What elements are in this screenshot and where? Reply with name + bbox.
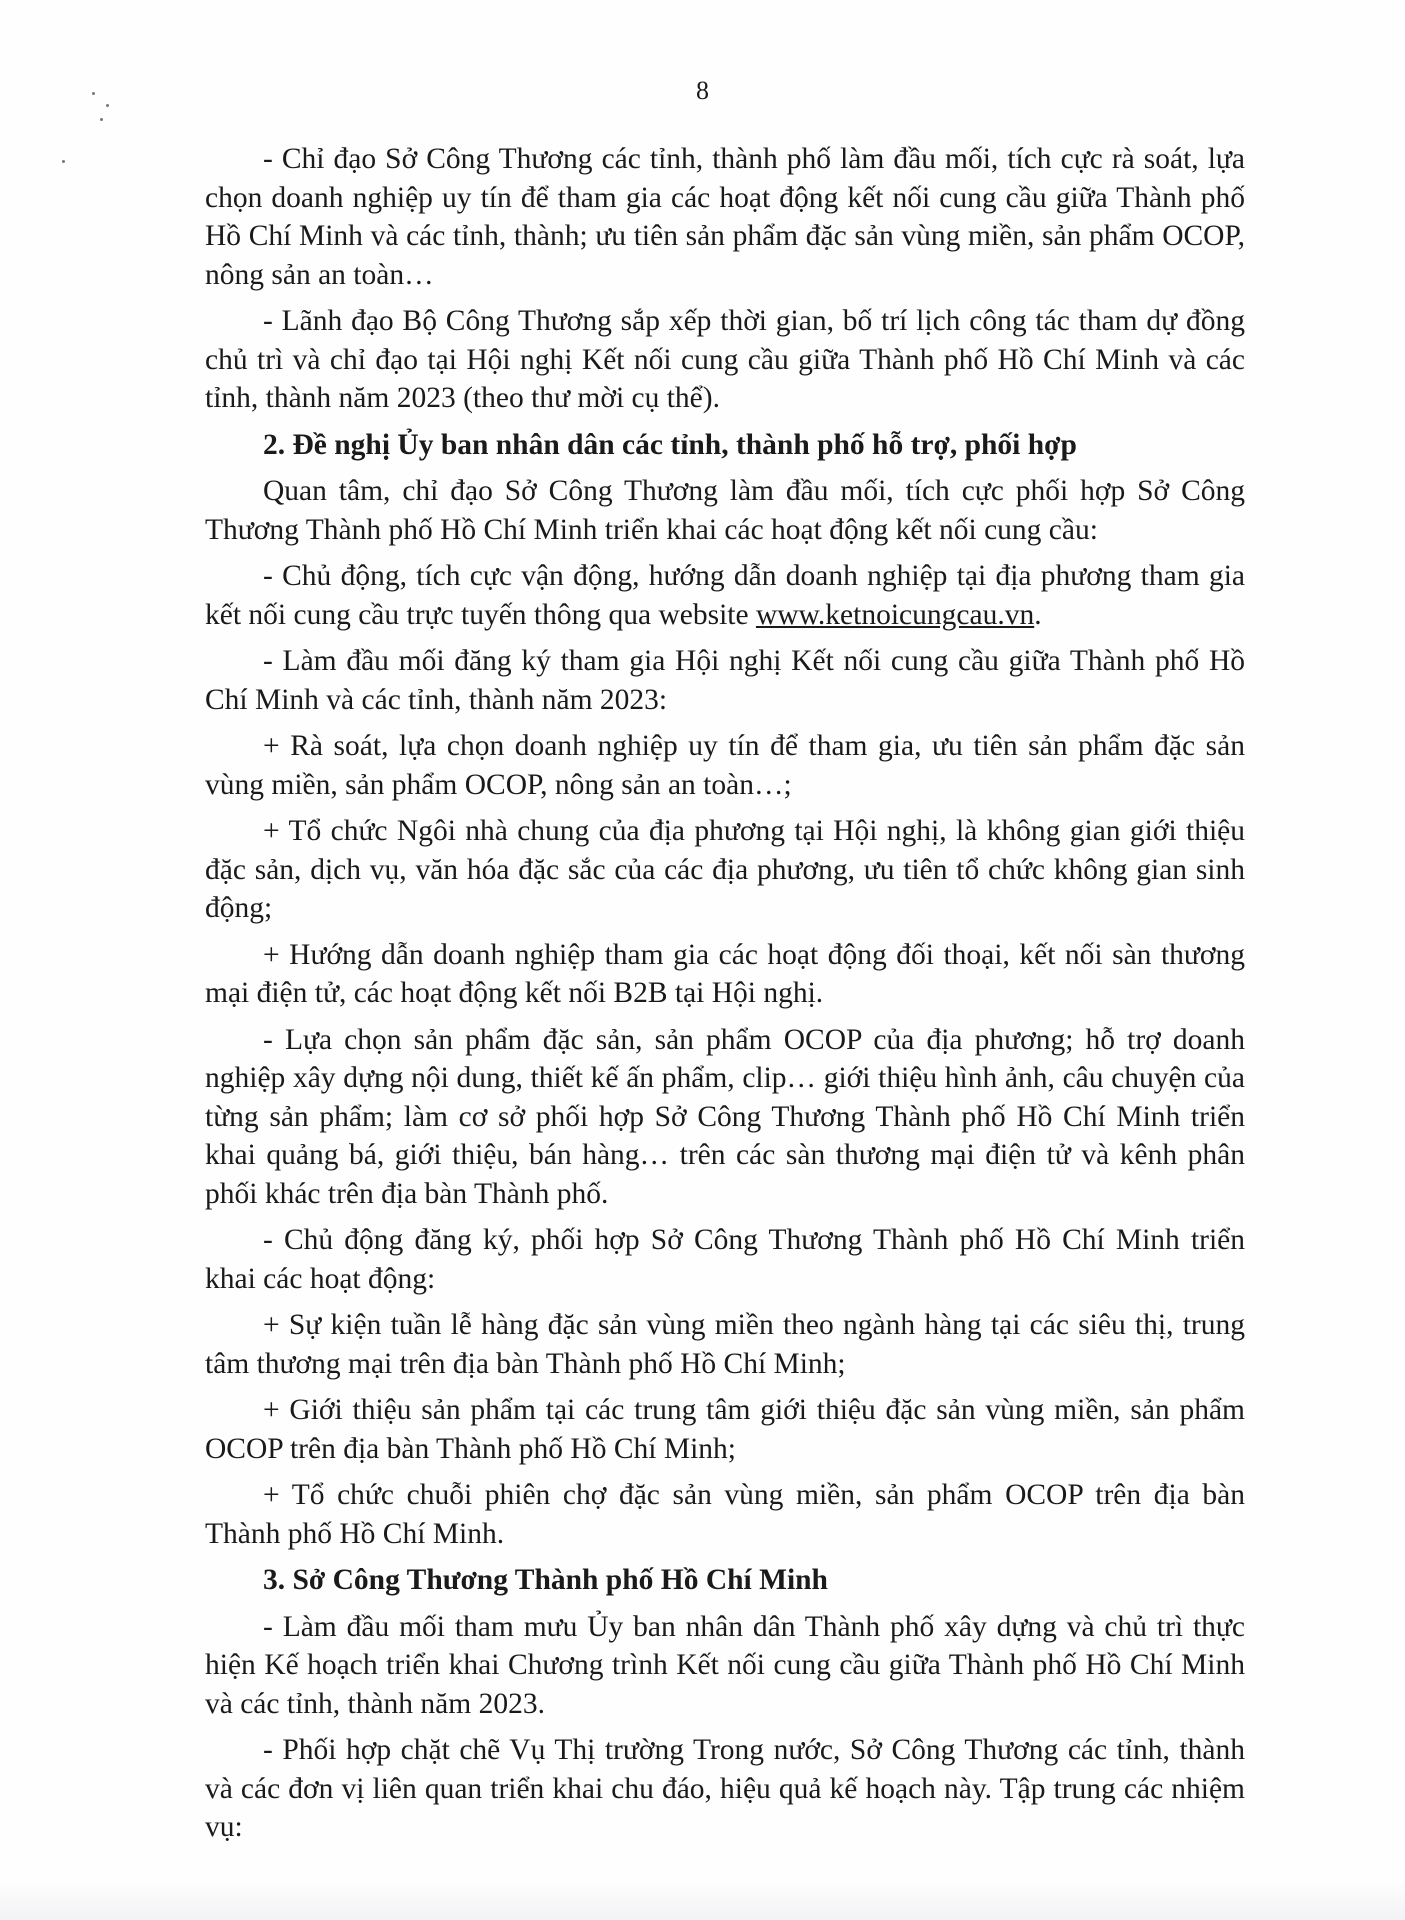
body-paragraph: + Sự kiện tuần lễ hàng đặc sản vùng miền theo ngành hàng tại các siêu thị, trung tâm thương mại trên địa bàn Thành phố Hồ Chí Minh; <box>205 1309 1245 1380</box>
website-link[interactable]: www.ketnoicungcau.vn <box>755 598 1035 631</box>
scan-edge <box>0 1880 1405 1920</box>
body-paragraph: - Phối hợp chặt chẽ Vụ Thị trường Trong nước, Sở Công Thương các tỉnh, thành và các đơn vị liên quan triển khai chu đáo, hiệu quả kế hoạch này. Tập trung các nhiệm vụ: <box>205 1734 1245 1843</box>
document-body <box>205 140 1245 1855</box>
body-paragraph: + Tổ chức chuỗi phiên chợ đặc sản vùng miền, sản phẩm OCOP trên địa bàn Thành phố Hồ Chí Minh. <box>205 1479 1245 1550</box>
body-paragraph: - Làm đầu mối tham mưu Ủy ban nhân dân Thành phố xây dựng và chủ trì thực hiện Kế hoạch triển khai Chương trình Kết nối cung cầu giữa Thành phố Hồ Chí Minh và các tỉnh, thành năm 2023. <box>205 1610 1245 1720</box>
body-paragraph: + Giới thiệu sản phẩm tại các trung tâm giới thiệu đặc sản vùng miền, sản phẩm OCOP trên địa bàn Thành phố Hồ Chí Minh; <box>205 1394 1245 1465</box>
body-paragraph: - Chỉ đạo Sở Công Thương các tỉnh, thành phố làm đầu mối, tích cực rà soát, lựa chọn doanh nghiệp uy tín để tham gia các hoạt động kết nối cung cầu giữa Thành phố Hồ Chí Minh và các tỉnh, thành; ưu tiên sản phẩm đặc sản vùng miền, sản phẩm OCOP, nông sản an toàn… <box>205 143 1245 291</box>
scan-speck <box>62 160 65 163</box>
scan-speck <box>100 118 103 121</box>
page-number: 8 <box>696 76 709 105</box>
body-paragraph: + Rà soát, lựa chọn doanh nghiệp uy tín để tham gia, ưu tiên sản phẩm đặc sản vùng miền, sản phẩm OCOP, nông sản an toàn…; <box>205 730 1245 801</box>
body-paragraph <box>205 557 1245 634</box>
body-paragraph: - Lãnh đạo Bộ Công Thương sắp xếp thời gian, bố trí lịch công tác tham dự đồng chủ trì và chỉ đạo tại Hội nghị Kết nối cung cầu giữa Thành phố Hồ Chí Minh và các tỉnh, thành năm 2023 (theo thư mời cụ thể). <box>205 305 1245 414</box>
body-paragraph: - Làm đầu mối đăng ký tham gia Hội nghị Kết nối cung cầu giữa Thành phố Hồ Chí Minh và các tỉnh, thành năm 2023: <box>205 645 1245 716</box>
section-heading: 3. Sở Công Thương Thành phố Hồ Chí Minh <box>263 1564 828 1596</box>
paragraph-text: - Chủ động, tích cực vận động, hướng dẫn doanh nghiệp tại địa phương tham gia kết nối cung cầu trực tuyến thông qua website <box>205 560 1245 631</box>
body-paragraph: + Hướng dẫn doanh nghiệp tham gia các hoạt động đối thoại, kết nối sàn thương mại điện tử, các hoạt động kết nối B2B tại Hội nghị. <box>205 938 1245 1009</box>
section-heading: 2. Đề nghị Ủy ban nhân dân các tỉnh, thành phố hỗ trợ, phối hợp <box>263 428 1077 461</box>
body-paragraph: Quan tâm, chỉ đạo Sở Công Thương làm đầu mối, tích cực phối hợp Sở Công Thương Thành phố Hồ Chí Minh triển khai các hoạt động kết nối cung cầu: <box>205 475 1245 546</box>
paragraph-text: . <box>1034 598 1042 631</box>
body-paragraph: - Chủ động đăng ký, phối hợp Sở Công Thương Thành phố Hồ Chí Minh triển khai các hoạt động: <box>205 1224 1245 1295</box>
body-paragraph: + Tổ chức Ngôi nhà chung của địa phương tại Hội nghị, là không gian giới thiệu đặc sản, dịch vụ, văn hóa đặc sắc của các địa phương, ưu tiên tổ chức không gian sinh động; <box>205 815 1245 924</box>
body-paragraph: - Lựa chọn sản phẩm đặc sản, sản phẩm OCOP của địa phương; hỗ trợ doanh nghiệp xây dựng nội dung, thiết kế ấn phẩm, clip… giới thiệu hình ảnh, câu chuyện của từng sản phẩm; làm cơ sở phối hợp Sở Công Thương Thành phố Hồ Chí Minh triển khai quảng bá, giới thiệu, bán hàng… trên các sàn thương mại điện tử và kênh phân phối khác trên địa bàn Thành phố. <box>205 1023 1245 1210</box>
